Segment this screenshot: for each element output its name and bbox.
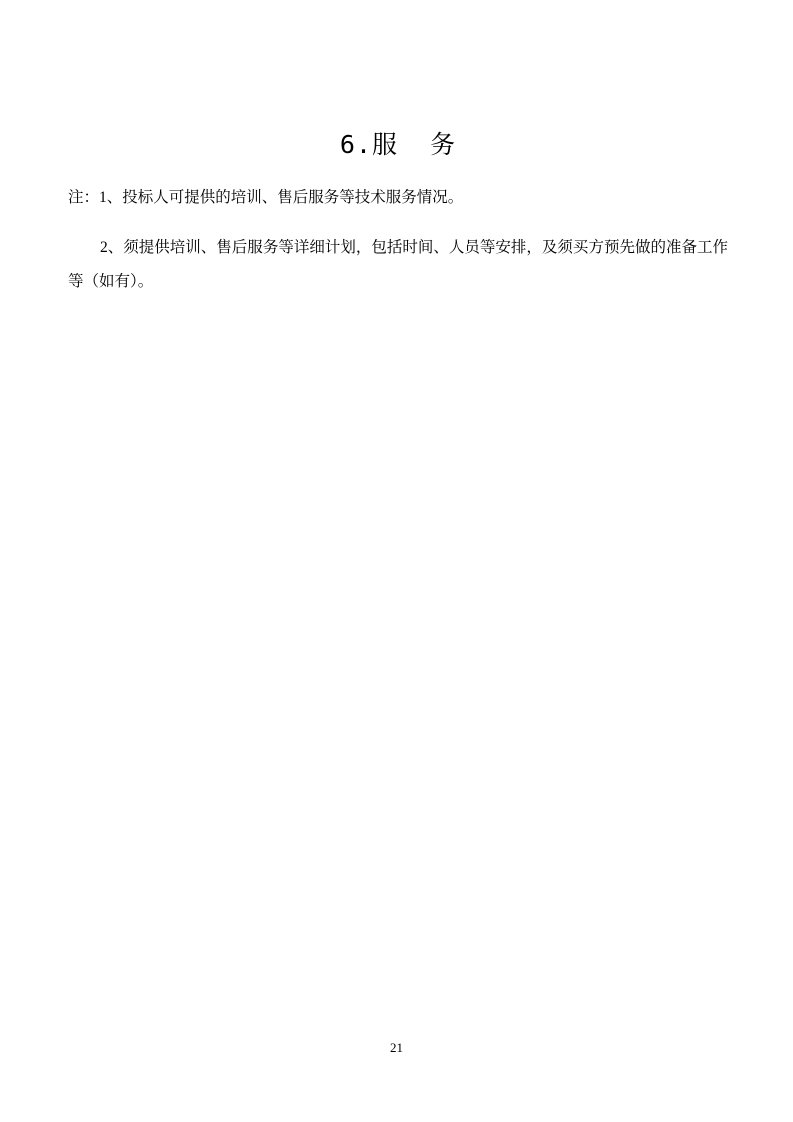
page-number: 21: [390, 1040, 403, 1055]
note-item-1: 注：1、投标人可提供的培训、售后服务等技术服务情况。: [68, 189, 464, 206]
note-item-2: 2、须提供培训、售后服务等详细计划，包括时间、人员等安排，及须买方预先做的准备工作等（如有）。: [68, 238, 728, 290]
page-title: 6.服 务: [339, 130, 457, 159]
page-content: [68, 0, 728, 314]
